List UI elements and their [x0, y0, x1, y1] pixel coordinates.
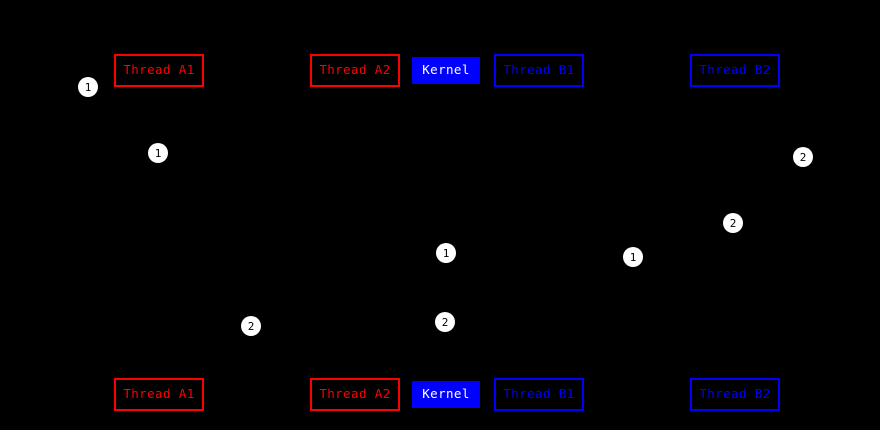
node-top-kernel[interactable]	[412, 57, 480, 84]
step-badge-label: 1	[154, 146, 162, 160]
node-label: Thread B1	[503, 386, 575, 402]
node-bottom-thread-b2[interactable]	[690, 378, 780, 411]
node-top-thread-a1[interactable]	[114, 54, 204, 87]
step-badge-label: 2	[441, 315, 449, 329]
node-label: Kernel	[422, 386, 470, 402]
node-label: Thread B1	[503, 62, 575, 78]
node-label: Kernel	[422, 62, 470, 78]
node-top-thread-a2[interactable]	[310, 54, 400, 87]
step-badge-label: 2	[247, 319, 255, 333]
node-label: Thread B2	[699, 386, 771, 402]
step-badge-2d	[435, 312, 455, 332]
node-top-thread-b2[interactable]	[690, 54, 780, 87]
node-label: Thread A1	[123, 386, 195, 402]
node-label: Thread A1	[123, 62, 195, 78]
node-label: Thread A2	[319, 62, 391, 78]
node-bottom-thread-a1[interactable]	[114, 378, 204, 411]
node-top-thread-b1[interactable]	[494, 54, 584, 87]
step-badge-1d	[623, 247, 643, 267]
step-badge-1a	[78, 77, 98, 97]
step-badge-1b	[148, 143, 168, 163]
node-bottom-thread-b1[interactable]	[494, 378, 584, 411]
step-badge-2c	[241, 316, 261, 336]
step-badge-label: 1	[629, 250, 637, 264]
step-badge-1c	[436, 243, 456, 263]
step-badge-2b	[723, 213, 743, 233]
node-label: Thread A2	[319, 386, 391, 402]
node-bottom-kernel[interactable]	[412, 381, 480, 408]
step-badge-2a	[793, 147, 813, 167]
node-bottom-thread-a2[interactable]	[310, 378, 400, 411]
step-badge-label: 1	[442, 246, 450, 260]
step-badge-label: 2	[799, 150, 807, 164]
node-label: Thread B2	[699, 62, 771, 78]
step-badge-label: 2	[729, 216, 737, 230]
step-badge-label: 1	[84, 80, 92, 94]
